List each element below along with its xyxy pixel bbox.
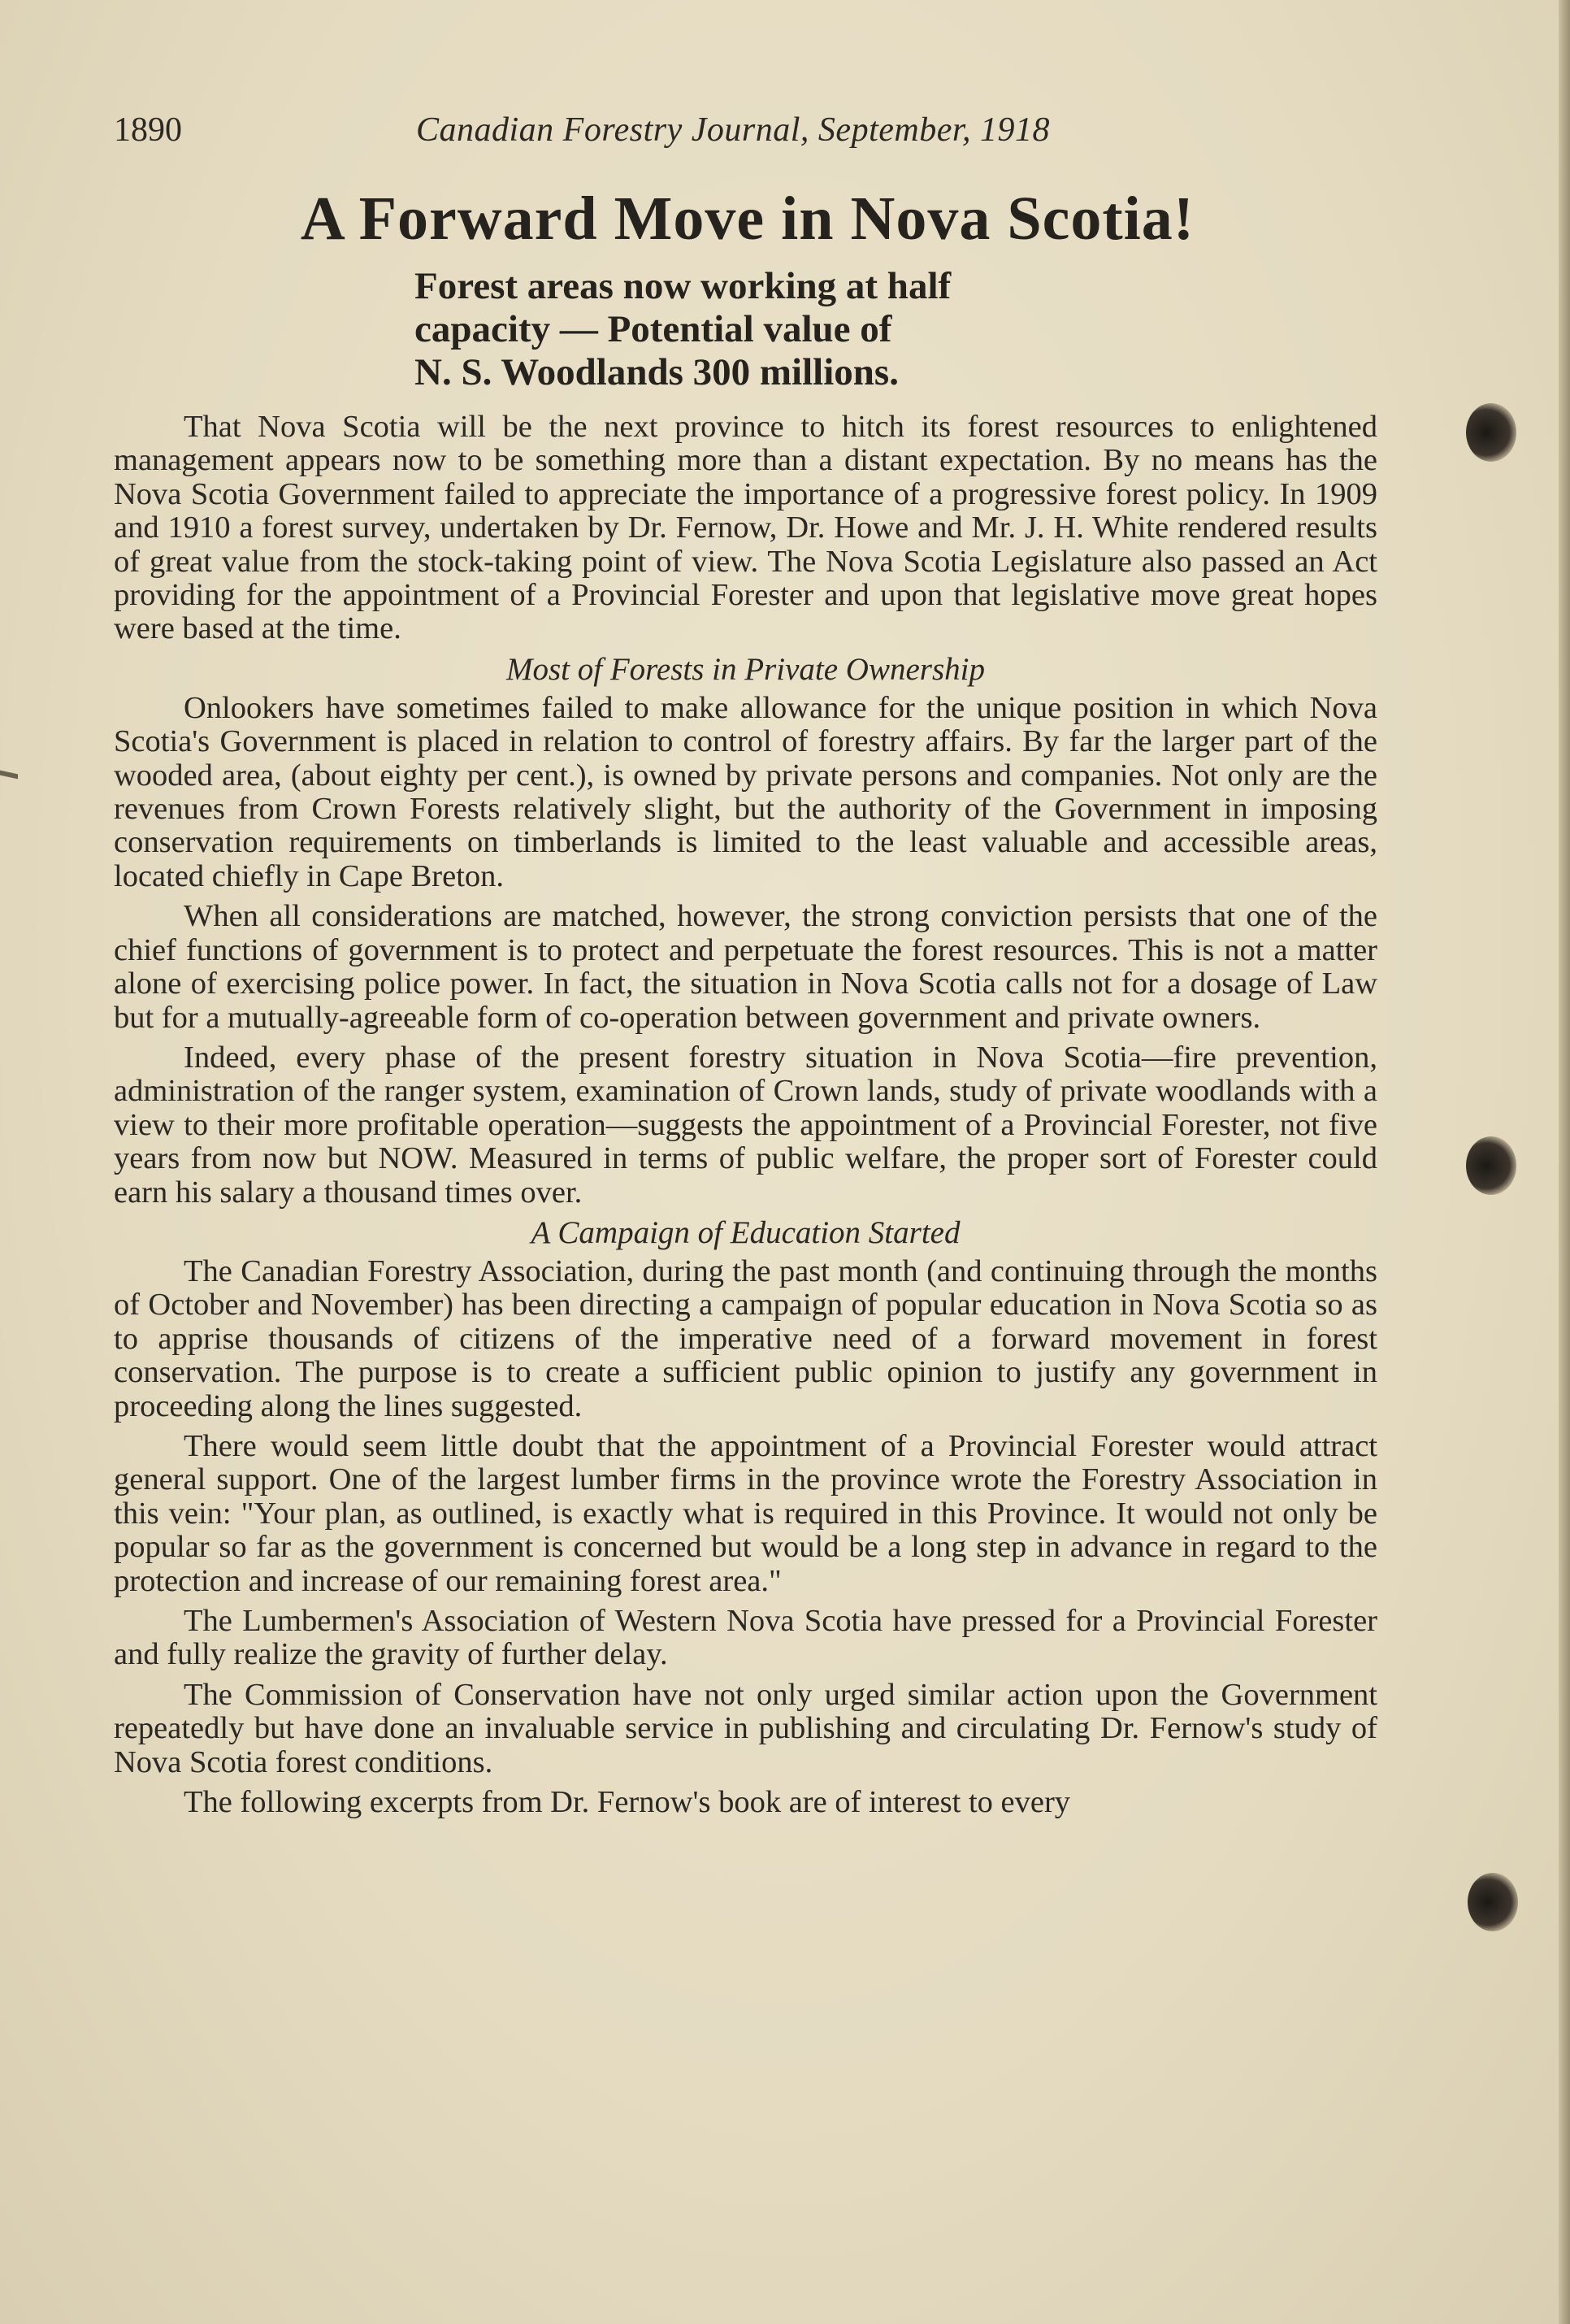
- body-paragraph: The following excerpts from Dr. Fernow's book are of interest to every: [184, 1785, 1071, 1820]
- section-heading: Most of Forests in Private Ownership: [506, 651, 985, 687]
- article-subtitle: [414, 265, 1081, 394]
- margin-mark: [0, 771, 18, 780]
- page-number: 1890: [114, 111, 182, 149]
- article-title: A Forward Move in Nova Scotia!: [300, 185, 1195, 253]
- body-paragraph: The Canadian Forestry Association, during the past month (and continuing through the months of October and November) has been directing a campaign of popular education in Nova Scotia so as to apprise thousands of citizens of the imperative need of a forward movement in forest conservation. The purpose is to create a sufficient public opinion to justify any government in proceeding along the lines suggested.: [114, 1253, 1377, 1423]
- body-paragraph: Onlookers have sometimes failed to make allowance for the unique position in which Nova Scotia's Government is placed in relation to control of forestry affairs. By far the larger part of the wooded area, (about eighty per cent.), is owned by private persons and companies. Not only are the revenues from Crown Forests relatively slight, but the authority of the Government in imposing conservation requirements on timberlands is limited to the least valuable and accessible areas, located chiefly in Cape Breton.: [114, 690, 1377, 893]
- binding-hole: [1466, 1136, 1516, 1195]
- binding-hole: [1466, 403, 1516, 462]
- body-paragraph: When all considerations are matched, however, the strong conviction persists that one of the chief functions of government is to protect and perpetuate the forest resources. This is not a matter alone of exercising police power. In fact, the situation in Nova Scotia calls not for a dosage of Law but for a mutually-agreeable form of co-operation between government and private owners.: [114, 899, 1377, 1035]
- section-heading: A Campaign of Education Started: [531, 1214, 961, 1250]
- body-paragraph: That Nova Scotia will be the next province to hitch its forest resources to enlightened management appears now to be something more than a distant expectation. By no means has the Nova Scotia Government failed to appreciate the importance of a progressive forest policy. In 1909 and 1910 a forest survey, undertaken by Dr. Fernow, Dr. Howe and Mr. J. H. White rendered results of great value from the stock-taking point of view. The Nova Scotia Legislature also passed an Act providing for the appointment of a Provincial Forester and upon that legislative move great hopes were based at the time.: [114, 410, 1377, 646]
- subtitle-line: Forest areas now working at half: [414, 265, 952, 307]
- subtitle-line: N. S. Woodlands 300 millions.: [414, 351, 899, 393]
- running-head: Canadian Forestry Journal, September, 1918: [416, 111, 1051, 149]
- body-paragraph: The Lumbermen's Association of Western Nova Scotia have pressed for a Provincial Forester and fully realize the gravity of further delay.: [114, 1604, 1377, 1672]
- body-paragraph: Indeed, every phase of the present forestry situation in Nova Scotia—fire prevention, administration of the ranger system, examination of Crown lands, study of private woodlands with a view to their more profitable operation—suggests the appointment of a Provincial Forester, not five years from now but NOW. Measured in terms of public welfare, the proper sort of Forester could earn his salary a thousand times over.: [114, 1040, 1377, 1210]
- body-paragraph: There would seem little doubt that the appointment of a Provincial Forester would attract general support. One of the largest lumber firms in the province wrote the Forestry Association in this vein: "Your plan, as outlined, is exactly what is required in this Province. It would not only be popular so far as the government is concerned but would be a long step in advance in regard to the protection and increase of our remaining forest area.": [114, 1428, 1377, 1598]
- body-paragraph: The Commission of Conservation have not only urged similar action upon the Government repeatedly but have done an invaluable service in publishing and circulating Dr. Fernow's study of Nova Scotia forest conditions.: [114, 1677, 1377, 1779]
- page-header: [114, 111, 1154, 159]
- subtitle-line: capacity — Potential value of: [414, 308, 892, 350]
- article-body: [114, 411, 1377, 1826]
- binding-hole: [1468, 1873, 1518, 1931]
- page-edge: [1559, 0, 1570, 2324]
